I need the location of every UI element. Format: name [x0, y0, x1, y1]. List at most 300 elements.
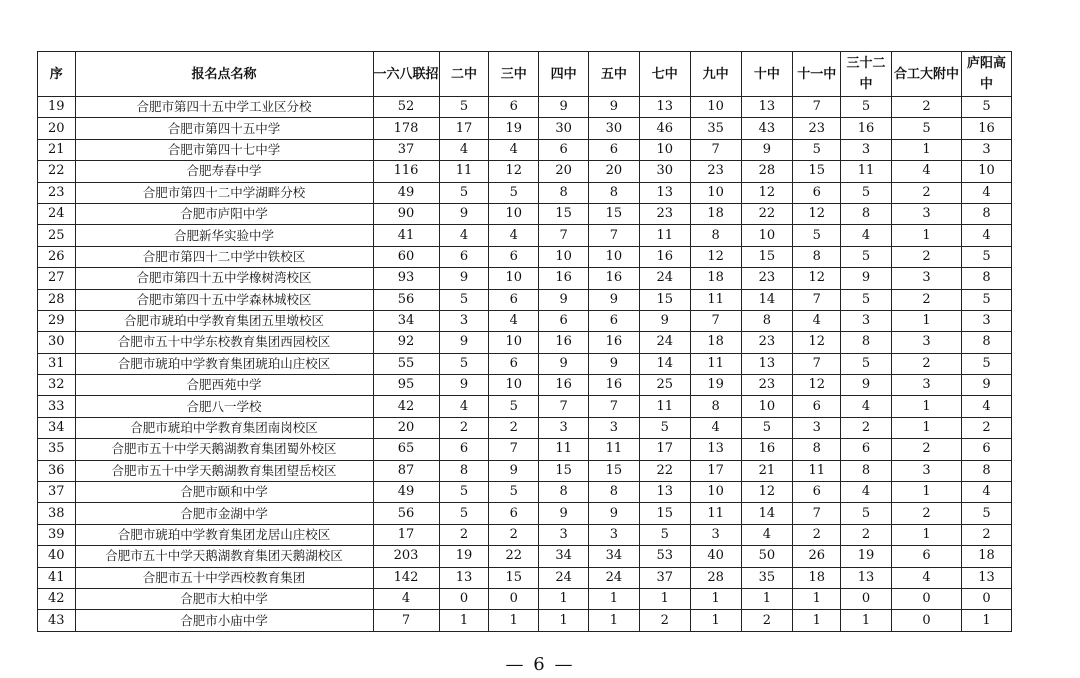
quota-cell: 8: [793, 439, 841, 460]
quota-cell: 11: [639, 225, 690, 246]
quota-cell: 6: [489, 353, 539, 374]
quota-cell: 11: [539, 439, 589, 460]
quota-cell: 1: [639, 588, 690, 609]
school-name: 合肥市第四十五中学: [75, 118, 373, 139]
quota-cell: 16: [539, 268, 589, 289]
quota-cell: 11: [690, 289, 741, 310]
quota-cell: 4: [891, 567, 961, 588]
quota-cell: 8: [539, 182, 589, 203]
school-name: 合肥市五十中学天鹅湖教育集团天鹅湖校区: [75, 546, 373, 567]
quota-cell: 8: [690, 225, 741, 246]
quota-cell: 34: [373, 310, 439, 331]
quota-cell: 16: [962, 118, 1012, 139]
quota-cell: 9: [439, 268, 489, 289]
column-header: 三十二中: [841, 52, 892, 97]
quota-cell: 5: [639, 524, 690, 545]
enrollment-table: [37, 51, 1012, 632]
quota-cell: 23: [639, 203, 690, 224]
quota-cell: 9: [639, 310, 690, 331]
quota-cell: 11: [639, 396, 690, 417]
quota-cell: 11: [690, 503, 741, 524]
table-row: [38, 460, 1012, 481]
table-row: [38, 417, 1012, 438]
school-name: 合肥市颐和中学: [75, 482, 373, 503]
column-header: 十中: [741, 52, 793, 97]
quota-cell: 10: [589, 246, 640, 267]
quota-cell: 4: [439, 396, 489, 417]
quota-cell: 5: [962, 97, 1012, 118]
quota-cell: 142: [373, 567, 439, 588]
column-header: 合工大附中: [891, 52, 961, 97]
table-row: [38, 182, 1012, 203]
column-header: 四中: [539, 52, 589, 97]
quota-cell: 10: [489, 203, 539, 224]
quota-cell: 10: [741, 225, 793, 246]
row-index: 24: [38, 203, 76, 224]
quota-cell: 5: [841, 503, 892, 524]
quota-cell: 2: [793, 524, 841, 545]
quota-cell: 10: [690, 482, 741, 503]
quota-cell: 1: [539, 588, 589, 609]
quota-cell: 8: [962, 203, 1012, 224]
quota-cell: 5: [439, 503, 489, 524]
school-name: 合肥市金湖中学: [75, 503, 373, 524]
row-index: 35: [38, 439, 76, 460]
quota-cell: 22: [741, 203, 793, 224]
column-header: 七中: [639, 52, 690, 97]
quota-cell: 9: [962, 375, 1012, 396]
column-header: 九中: [690, 52, 741, 97]
column-header: 十一中: [793, 52, 841, 97]
column-header: 序: [38, 52, 76, 97]
table-row: [38, 567, 1012, 588]
table-row: [38, 482, 1012, 503]
quota-cell: 8: [589, 482, 640, 503]
row-index: 32: [38, 375, 76, 396]
quota-cell: 6: [962, 439, 1012, 460]
quota-cell: 3: [962, 139, 1012, 160]
quota-cell: 5: [841, 353, 892, 374]
quota-cell: 10: [489, 332, 539, 353]
quota-cell: 2: [891, 246, 961, 267]
quota-cell: 12: [741, 182, 793, 203]
quota-cell: 2: [962, 524, 1012, 545]
quota-cell: 7: [690, 310, 741, 331]
quota-cell: 3: [891, 375, 961, 396]
table-row: [38, 439, 1012, 460]
quota-cell: 0: [891, 588, 961, 609]
quota-cell: 53: [639, 546, 690, 567]
quota-cell: 7: [690, 139, 741, 160]
quota-cell: 2: [891, 439, 961, 460]
quota-cell: 6: [589, 139, 640, 160]
quota-cell: 13: [690, 439, 741, 460]
quota-cell: 9: [439, 203, 489, 224]
quota-cell: 10: [690, 97, 741, 118]
quota-cell: 65: [373, 439, 439, 460]
quota-cell: 14: [741, 503, 793, 524]
row-index: 21: [38, 139, 76, 160]
quota-cell: 8: [539, 482, 589, 503]
quota-cell: 6: [489, 289, 539, 310]
quota-cell: 2: [841, 417, 892, 438]
quota-cell: 13: [639, 182, 690, 203]
quota-cell: 1: [539, 610, 589, 631]
quota-cell: 3: [690, 524, 741, 545]
quota-cell: 4: [690, 417, 741, 438]
table-row: [38, 310, 1012, 331]
quota-cell: 6: [489, 503, 539, 524]
school-name: 合肥市庐阳中学: [75, 203, 373, 224]
quota-cell: 9: [841, 375, 892, 396]
quota-cell: 15: [639, 503, 690, 524]
quota-cell: 1: [891, 310, 961, 331]
school-name: 合肥市第四十二中学中铁校区: [75, 246, 373, 267]
quota-cell: 4: [439, 225, 489, 246]
column-header: 庐阳高中: [962, 52, 1012, 97]
quota-cell: 5: [841, 97, 892, 118]
table-row: [38, 161, 1012, 182]
row-index: 38: [38, 503, 76, 524]
quota-cell: 1: [589, 588, 640, 609]
quota-cell: 1: [841, 610, 892, 631]
school-name: 合肥市大柏中学: [75, 588, 373, 609]
quota-cell: 4: [962, 225, 1012, 246]
table-row: [38, 396, 1012, 417]
quota-cell: 7: [539, 396, 589, 417]
quota-cell: 3: [439, 310, 489, 331]
quota-cell: 2: [639, 610, 690, 631]
quota-cell: 2: [439, 417, 489, 438]
quota-cell: 15: [793, 161, 841, 182]
column-header: 一六八联招: [373, 52, 439, 97]
quota-cell: 21: [741, 460, 793, 481]
quota-cell: 10: [690, 182, 741, 203]
quota-cell: 49: [373, 482, 439, 503]
quota-cell: 3: [539, 524, 589, 545]
school-name: 合肥新华实验中学: [75, 225, 373, 246]
quota-cell: 4: [489, 139, 539, 160]
quota-cell: 203: [373, 546, 439, 567]
school-name: 合肥寿春中学: [75, 161, 373, 182]
quota-cell: 18: [962, 546, 1012, 567]
row-index: 33: [38, 396, 76, 417]
quota-cell: 8: [439, 460, 489, 481]
quota-cell: 2: [962, 417, 1012, 438]
quota-cell: 4: [373, 588, 439, 609]
quota-cell: 16: [589, 268, 640, 289]
table-row: [38, 375, 1012, 396]
quota-cell: 6: [891, 546, 961, 567]
quota-cell: 10: [489, 375, 539, 396]
quota-cell: 5: [439, 289, 489, 310]
quota-cell: 30: [589, 118, 640, 139]
school-name: 合肥市琥珀中学教育集团南岗校区: [75, 417, 373, 438]
quota-cell: 1: [891, 417, 961, 438]
quota-cell: 5: [489, 396, 539, 417]
school-name: 合肥市五十中学天鹅湖教育集团蜀外校区: [75, 439, 373, 460]
quota-cell: 6: [439, 246, 489, 267]
quota-cell: 19: [489, 118, 539, 139]
quota-cell: 1: [439, 610, 489, 631]
quota-cell: 3: [962, 310, 1012, 331]
quota-cell: 5: [962, 503, 1012, 524]
school-name: 合肥市第四十五中学森林城校区: [75, 289, 373, 310]
quota-cell: 35: [690, 118, 741, 139]
quota-cell: 1: [891, 225, 961, 246]
quota-cell: 30: [539, 118, 589, 139]
quota-cell: 2: [891, 289, 961, 310]
quota-cell: 9: [439, 375, 489, 396]
school-name: 合肥市五十中学天鹅湖教育集团望岳校区: [75, 460, 373, 481]
quota-cell: 15: [489, 567, 539, 588]
row-index: 27: [38, 268, 76, 289]
quota-cell: 8: [589, 182, 640, 203]
column-header: 三中: [489, 52, 539, 97]
row-index: 31: [38, 353, 76, 374]
quota-cell: 3: [891, 268, 961, 289]
quota-cell: 1: [741, 588, 793, 609]
quota-cell: 18: [690, 203, 741, 224]
quota-cell: 90: [373, 203, 439, 224]
quota-cell: 19: [439, 546, 489, 567]
quota-cell: 6: [841, 439, 892, 460]
row-index: 42: [38, 588, 76, 609]
quota-cell: 2: [439, 524, 489, 545]
quota-cell: 20: [373, 417, 439, 438]
row-index: 39: [38, 524, 76, 545]
quota-cell: 11: [793, 460, 841, 481]
row-index: 41: [38, 567, 76, 588]
quota-cell: 8: [841, 332, 892, 353]
row-index: 28: [38, 289, 76, 310]
row-index: 43: [38, 610, 76, 631]
school-name: 合肥市五十中学西校教育集团: [75, 567, 373, 588]
quota-cell: 11: [690, 353, 741, 374]
quota-cell: 5: [962, 246, 1012, 267]
quota-cell: 15: [589, 203, 640, 224]
table-row: [38, 503, 1012, 524]
quota-cell: 3: [891, 460, 961, 481]
quota-cell: 37: [639, 567, 690, 588]
quota-cell: 5: [439, 482, 489, 503]
quota-cell: 1: [891, 139, 961, 160]
quota-cell: 7: [793, 503, 841, 524]
quota-cell: 1: [793, 610, 841, 631]
quota-cell: 4: [489, 225, 539, 246]
quota-cell: 40: [690, 546, 741, 567]
quota-cell: 7: [373, 610, 439, 631]
quota-cell: 14: [639, 353, 690, 374]
quota-cell: 6: [539, 139, 589, 160]
quota-cell: 2: [489, 417, 539, 438]
table-row: [38, 139, 1012, 160]
quota-cell: 8: [741, 310, 793, 331]
quota-cell: 16: [589, 332, 640, 353]
quota-cell: 42: [373, 396, 439, 417]
table-row: [38, 610, 1012, 631]
quota-cell: 10: [962, 161, 1012, 182]
quota-cell: 0: [891, 610, 961, 631]
school-name: 合肥市小庙中学: [75, 610, 373, 631]
quota-cell: 2: [891, 97, 961, 118]
quota-cell: 9: [439, 332, 489, 353]
quota-cell: 6: [439, 439, 489, 460]
quota-cell: 4: [962, 396, 1012, 417]
table-row: [38, 97, 1012, 118]
quota-cell: 7: [793, 289, 841, 310]
quota-cell: 7: [793, 353, 841, 374]
quota-cell: 15: [589, 460, 640, 481]
quota-cell: 15: [539, 460, 589, 481]
quota-cell: 4: [489, 310, 539, 331]
quota-cell: 8: [962, 460, 1012, 481]
quota-cell: 6: [489, 97, 539, 118]
quota-cell: 20: [589, 161, 640, 182]
quota-cell: 15: [639, 289, 690, 310]
table-row: [38, 225, 1012, 246]
quota-cell: 5: [841, 289, 892, 310]
quota-cell: 4: [841, 225, 892, 246]
quota-cell: 19: [690, 375, 741, 396]
school-name: 合肥市琥珀中学教育集团龙居山庄校区: [75, 524, 373, 545]
table-row: [38, 289, 1012, 310]
quota-cell: 5: [439, 182, 489, 203]
quota-cell: 4: [439, 139, 489, 160]
quota-cell: 2: [489, 524, 539, 545]
quota-cell: 1: [489, 610, 539, 631]
quota-cell: 8: [962, 268, 1012, 289]
quota-cell: 11: [841, 161, 892, 182]
row-index: 26: [38, 246, 76, 267]
column-header: 报名点名称: [75, 52, 373, 97]
quota-cell: 2: [891, 503, 961, 524]
row-index: 37: [38, 482, 76, 503]
quota-cell: 3: [793, 417, 841, 438]
quota-cell: 3: [891, 203, 961, 224]
quota-cell: 6: [793, 396, 841, 417]
header-row: [38, 52, 1012, 97]
quota-cell: 13: [741, 97, 793, 118]
page-number: — 6 —: [505, 654, 575, 675]
quota-cell: 11: [589, 439, 640, 460]
table-row: [38, 524, 1012, 545]
quota-cell: 37: [373, 139, 439, 160]
quota-cell: 18: [793, 567, 841, 588]
quota-cell: 5: [793, 225, 841, 246]
quota-cell: 0: [841, 588, 892, 609]
quota-cell: 7: [589, 225, 640, 246]
column-header: 五中: [589, 52, 640, 97]
quota-cell: 19: [841, 546, 892, 567]
quota-cell: 12: [741, 482, 793, 503]
quota-cell: 2: [741, 610, 793, 631]
quota-cell: 4: [841, 482, 892, 503]
quota-cell: 23: [690, 161, 741, 182]
row-index: 25: [38, 225, 76, 246]
quota-cell: 10: [741, 396, 793, 417]
quota-cell: 5: [489, 182, 539, 203]
quota-cell: 13: [639, 97, 690, 118]
quota-cell: 12: [793, 268, 841, 289]
quota-cell: 4: [841, 396, 892, 417]
row-index: 23: [38, 182, 76, 203]
quota-cell: 13: [639, 482, 690, 503]
school-name: 合肥市琥珀中学教育集团琥珀山庄校区: [75, 353, 373, 374]
quota-cell: 9: [589, 353, 640, 374]
quota-cell: 9: [539, 289, 589, 310]
quota-cell: 5: [741, 417, 793, 438]
quota-cell: 52: [373, 97, 439, 118]
quota-cell: 5: [841, 246, 892, 267]
quota-cell: 25: [639, 375, 690, 396]
quota-cell: 24: [639, 332, 690, 353]
quota-cell: 92: [373, 332, 439, 353]
quota-cell: 22: [639, 460, 690, 481]
quota-cell: 23: [793, 118, 841, 139]
quota-cell: 55: [373, 353, 439, 374]
quota-cell: 6: [539, 310, 589, 331]
quota-cell: 15: [741, 246, 793, 267]
quota-cell: 9: [539, 97, 589, 118]
quota-cell: 5: [793, 139, 841, 160]
quota-cell: 9: [589, 503, 640, 524]
school-name: 合肥西苑中学: [75, 375, 373, 396]
quota-cell: 16: [741, 439, 793, 460]
row-index: 19: [38, 97, 76, 118]
quota-cell: 4: [793, 310, 841, 331]
quota-cell: 5: [439, 353, 489, 374]
quota-cell: 1: [690, 610, 741, 631]
quota-cell: 12: [793, 375, 841, 396]
quota-cell: 3: [891, 332, 961, 353]
table-row: [38, 588, 1012, 609]
row-index: 40: [38, 546, 76, 567]
quota-cell: 24: [589, 567, 640, 588]
quota-cell: 16: [589, 375, 640, 396]
quota-cell: 18: [690, 332, 741, 353]
row-index: 29: [38, 310, 76, 331]
quota-cell: 7: [489, 439, 539, 460]
quota-cell: 13: [741, 353, 793, 374]
quota-cell: 6: [793, 182, 841, 203]
row-index: 22: [38, 161, 76, 182]
quota-cell: 9: [589, 97, 640, 118]
quota-cell: 7: [539, 225, 589, 246]
row-index: 36: [38, 460, 76, 481]
quota-cell: 0: [439, 588, 489, 609]
quota-cell: 9: [489, 460, 539, 481]
quota-cell: 16: [539, 332, 589, 353]
quota-cell: 3: [841, 139, 892, 160]
quota-cell: 13: [841, 567, 892, 588]
quota-cell: 28: [741, 161, 793, 182]
quota-cell: 41: [373, 225, 439, 246]
table-row: [38, 268, 1012, 289]
quota-cell: 0: [489, 588, 539, 609]
quota-cell: 6: [589, 310, 640, 331]
quota-cell: 8: [841, 203, 892, 224]
quota-cell: 4: [962, 482, 1012, 503]
quota-cell: 46: [639, 118, 690, 139]
quota-cell: 43: [741, 118, 793, 139]
quota-cell: 9: [741, 139, 793, 160]
quota-cell: 26: [793, 546, 841, 567]
row-index: 20: [38, 118, 76, 139]
school-name: 合肥市第四十七中学: [75, 139, 373, 160]
quota-cell: 12: [793, 332, 841, 353]
school-name: 合肥市第四十五中学工业区分校: [75, 97, 373, 118]
